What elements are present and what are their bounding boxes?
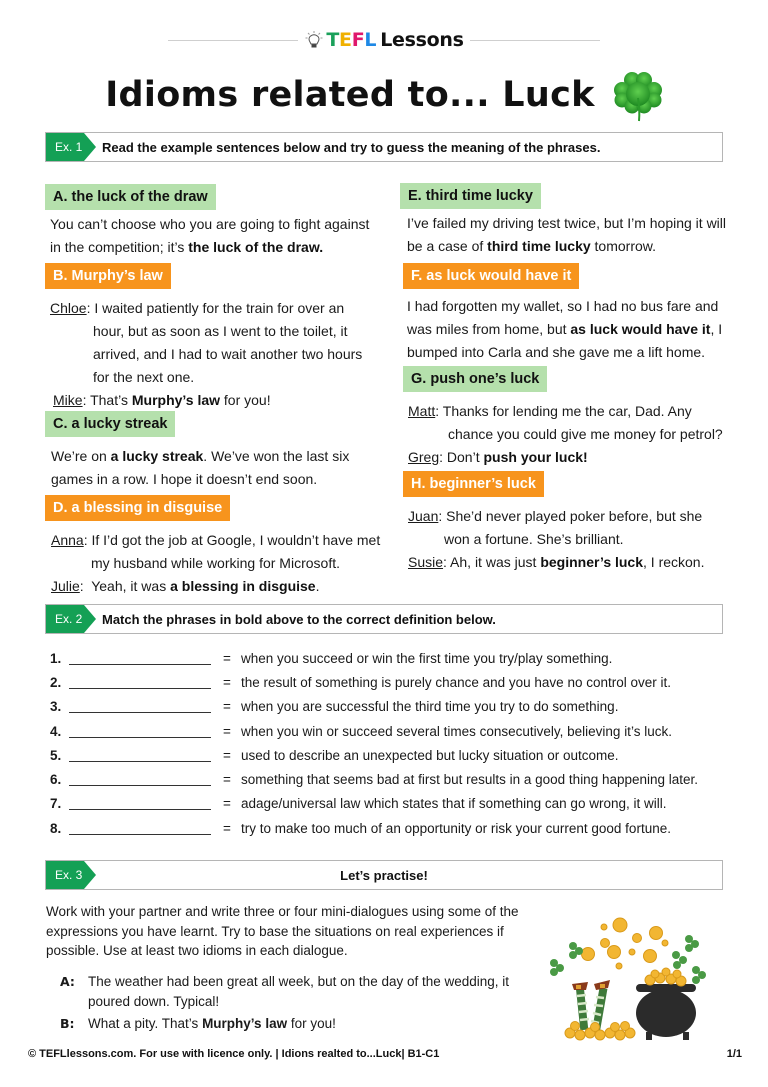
- dialog-text: Ah, it was just: [450, 554, 541, 570]
- dialog-continuation: for the next one.: [93, 369, 195, 385]
- dialog-continuation: arrived, and I had to wait another two hours: [93, 346, 363, 362]
- example-text: , I bumped into Carla and she gave me a lift home.: [407, 321, 723, 360]
- leprechaun-pot-of-gold-illustration: [538, 908, 738, 1043]
- dialog-text: I waited patiently for the train for over an: [94, 300, 345, 316]
- logo-letter-l: L: [364, 29, 377, 51]
- idiom-label-a: A. the luck of the draw: [45, 184, 216, 210]
- idiom-phrase: third time lucky: [487, 238, 591, 254]
- idiom-card-d: [45, 495, 385, 598]
- exercise-3-header: [45, 860, 723, 890]
- idiom-phrase: beginner’s luck: [540, 554, 644, 570]
- dialog-line: Matt: Thanks for lending me the car, Dad. Any: [408, 403, 692, 419]
- equals-sign: =: [223, 723, 231, 739]
- item-number: 8.: [50, 820, 62, 836]
- exercise-3-badge: Ex. 3: [46, 861, 84, 889]
- definition-text: when you win or succeed several times consecutively, believing it’s luck.: [241, 723, 672, 739]
- equals-sign: =: [223, 699, 231, 715]
- dialog-text: .: [315, 578, 320, 594]
- definition-text: try to make too much of an opportunity or risk your current good fortune.: [241, 820, 671, 836]
- header-logo-row: [168, 28, 600, 52]
- idiom-example-f: [403, 295, 733, 364]
- page-footer: [28, 1048, 742, 1060]
- idiom-card-b: [45, 263, 385, 412]
- idiom-example-e: [400, 212, 730, 258]
- speaker-name: Juan: [408, 508, 439, 524]
- example-text: I’ve failed my driving test twice, but I’m hoping it will be a case of: [407, 215, 727, 254]
- speaker-name: Matt: [408, 403, 436, 419]
- idiom-phrase: a blessing in disguise: [170, 578, 316, 594]
- speaker-label: A:: [60, 974, 75, 989]
- exercise-3-instruction: Work with your partner and write three or four mini-dialogues using some of the expressions you have learnt. Try to base the situations on real experiences if possible. Use at least two idioms in each dialogue.: [46, 904, 519, 958]
- equals-sign: =: [223, 650, 231, 666]
- matching-list: [50, 646, 740, 840]
- matching-item: [50, 767, 740, 791]
- dialog-text-part: What a pity. That’s: [88, 1016, 203, 1031]
- idiom-example-h: [403, 505, 738, 574]
- idiom-label-h: H. beginner’s luck: [403, 471, 544, 497]
- item-number: 7.: [50, 796, 62, 812]
- item-number: 6.: [50, 772, 62, 788]
- idiom-phrase: Murphy’s law: [202, 1016, 288, 1031]
- idiom-example-d: [45, 529, 385, 598]
- page-title: Idioms related to... Luck: [105, 75, 595, 115]
- equals-sign: =: [223, 747, 231, 763]
- dialog-line: Juan: She’d never played poker before, but she: [408, 508, 703, 524]
- definition-text: used to describe an unexpected but lucky situation or outcome.: [241, 747, 619, 763]
- page-number: 1/1: [726, 1048, 742, 1060]
- matching-item: [50, 670, 740, 694]
- idiom-label-g: G. push one’s luck: [403, 366, 547, 392]
- idiom-label-c: C. a lucky streak: [45, 411, 175, 437]
- equals-sign: =: [223, 674, 231, 690]
- item-number: 4.: [50, 723, 62, 739]
- idiom-card-e: [400, 183, 730, 258]
- idiom-phrase: a lucky streak: [110, 448, 204, 464]
- shamrock-icon: [613, 68, 663, 122]
- answer-blank[interactable]: [69, 700, 211, 713]
- item-number: 2.: [50, 674, 62, 690]
- answer-blank[interactable]: [69, 797, 211, 810]
- lightbulb-icon: [304, 30, 324, 50]
- item-number: 3.: [50, 699, 62, 715]
- matching-item: [50, 719, 740, 743]
- dialog-text: She’d never played poker before, but she: [446, 508, 703, 524]
- idiom-card-f: [403, 263, 733, 364]
- answer-blank[interactable]: [69, 773, 211, 786]
- dialog-continuation: won a fortune. She’s brilliant.: [444, 531, 624, 547]
- idiom-example-g: [403, 400, 738, 469]
- speaker-label: B:: [60, 1016, 75, 1031]
- example-text: . We’ve won the last six games in a row. I hope it doesn’t end soon.: [51, 448, 350, 487]
- dialog-line: Julie: Yeah, it was a blessing in disguise.: [51, 578, 320, 594]
- answer-blank[interactable]: [69, 749, 211, 762]
- dialog-line: Chloe: I waited patiently for the train for over an: [50, 300, 345, 316]
- footer-copyright: © TEFLlessons.com. For use with licence only. | Idions realted to...Luck| B1-C1: [28, 1048, 440, 1060]
- idiom-phrase: push your luck!: [483, 449, 588, 465]
- idiom-example-a: [45, 213, 375, 259]
- dialog-text: That’s: [90, 392, 132, 408]
- dialog-line: Susie: Ah, it was just beginner’s luck, I reckon.: [408, 554, 705, 570]
- speaker-name: Mike: [53, 392, 83, 408]
- dialog-text: for you!: [220, 392, 271, 408]
- matching-item: [50, 816, 740, 840]
- dialog-line: Greg: Don’t push your luck!: [408, 449, 588, 465]
- exercise-2-header: [45, 604, 723, 634]
- dialog-continuation: my husband while working for Microsoft.: [91, 555, 340, 571]
- example-text: You can’t choose who you are going to fight against in the competition; it’s: [50, 216, 370, 255]
- speaker-name: Susie: [408, 554, 444, 570]
- idiom-example-b: [45, 297, 385, 412]
- exercise-2-instruction: Match the phrases in bold above to the correct definition below.: [102, 611, 496, 627]
- speaker-name: Chloe: [50, 300, 87, 316]
- dialog-line: Anna: If I’d got the job at Google, I wouldn’t have met: [51, 532, 381, 548]
- definition-text: when you are successful the third time you try to do something.: [241, 699, 619, 715]
- item-number: 5.: [50, 747, 62, 763]
- logo-letter-e: E: [339, 29, 352, 51]
- idiom-card-h: [403, 471, 738, 574]
- answer-blank[interactable]: [69, 822, 211, 835]
- answer-blank[interactable]: [69, 676, 211, 689]
- matching-item: [50, 695, 740, 719]
- exercise-1-header: [45, 132, 723, 162]
- exercise-1-instruction: Read the example sentences below and try to guess the meaning of the phrases.: [102, 139, 601, 155]
- tefl-lessons-logo: [298, 29, 469, 51]
- logo-letter-t: T: [326, 29, 340, 51]
- idiom-card-c: [45, 411, 375, 491]
- dialog-text-part: for you!: [287, 1016, 336, 1031]
- divider: [470, 40, 600, 41]
- dialog-text: The weather had been great all week, but on the day of the wedding, it poured down. Typical!: [88, 974, 510, 1009]
- dialog-text: Don’t: [446, 449, 484, 465]
- logo-word: Lessons: [380, 29, 464, 51]
- dialog-line: Mike: That’s Murphy’s law for you!: [53, 392, 271, 408]
- example-dialog-line-b: [60, 1014, 530, 1034]
- equals-sign: =: [223, 820, 231, 836]
- matching-item: [50, 646, 740, 670]
- equals-sign: =: [223, 772, 231, 788]
- dialog-text: If I’d got the job at Google, I wouldn’t have met: [91, 532, 381, 548]
- title-row: [0, 68, 768, 122]
- dialog-continuation: chance you could give me money for petrol?: [448, 426, 723, 442]
- equals-sign: =: [223, 796, 231, 812]
- exercise-2-badge: Ex. 2: [46, 605, 84, 633]
- example-dialog-line-a: [60, 972, 530, 1011]
- idiom-phrase: the luck of the draw.: [188, 239, 324, 255]
- idiom-card-g: [403, 366, 738, 469]
- idiom-phrase: Murphy’s law: [131, 392, 221, 408]
- exercise-1-badge: Ex. 1: [46, 133, 84, 161]
- idiom-phrase: as luck would have it: [570, 321, 711, 337]
- idiom-example-c: [45, 445, 375, 491]
- example-text: tomorrow.: [590, 238, 656, 254]
- logo-letter-f: F: [351, 29, 365, 51]
- definition-text: something that seems bad at first but results in a good thing happening later.: [241, 772, 699, 788]
- definition-text: adage/universal law which states that if something can go wrong, it will.: [241, 796, 667, 812]
- speaker-name: Greg: [408, 449, 440, 465]
- dialog-continuation: hour, but as soon as I went to the toilet, it: [93, 323, 348, 339]
- dialog-text: , I reckon.: [643, 554, 705, 570]
- speaker-name: Julie: [51, 578, 80, 594]
- item-number: 1.: [50, 650, 62, 666]
- idiom-label-d: D. a blessing in disguise: [45, 495, 230, 521]
- answer-blank[interactable]: [69, 725, 211, 738]
- example-text: I had forgotten my wallet, so I had no bus fare and was miles from home, but: [407, 298, 719, 337]
- dialog-text: Yeah, it was: [91, 578, 171, 594]
- matching-item: [50, 743, 740, 767]
- definition-text: the result of something is purely chance and you have no control over it.: [241, 674, 671, 690]
- answer-blank[interactable]: [69, 652, 211, 665]
- idiom-label-f: F. as luck would have it: [403, 263, 579, 289]
- dialog-text: Thanks for lending me the car, Dad. Any: [442, 403, 692, 419]
- divider: [168, 40, 298, 41]
- idiom-label-b: B. Murphy’s law: [45, 263, 171, 289]
- idiom-card-a: [45, 184, 375, 259]
- speaker-name: Anna: [51, 532, 84, 548]
- definition-text: when you succeed or win the first time you try/play something.: [241, 650, 613, 666]
- idiom-label-e: E. third time lucky: [400, 183, 541, 209]
- matching-item: [50, 792, 740, 816]
- exercise-3-heading: Let’s practise!: [340, 867, 428, 883]
- dialog-text: [88, 1014, 530, 1034]
- example-text: We’re on: [51, 448, 111, 464]
